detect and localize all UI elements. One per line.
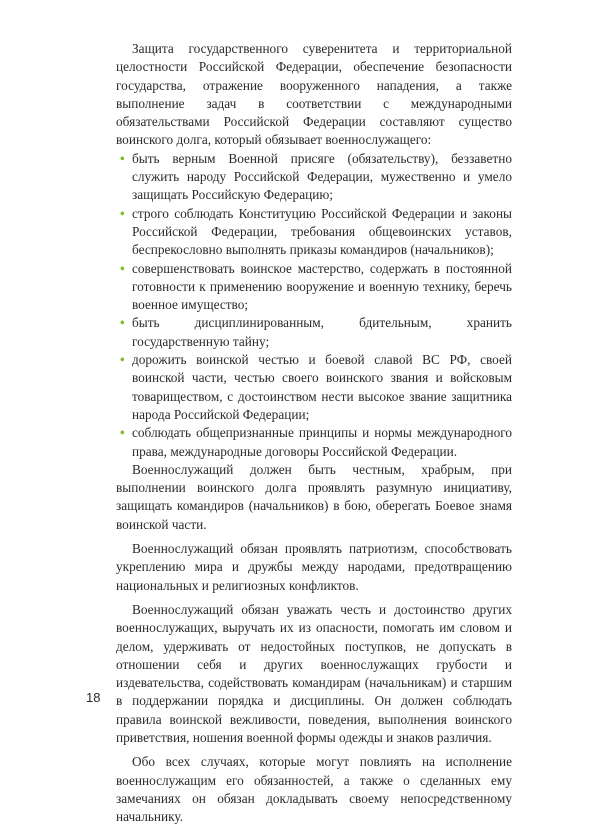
list-item: • дорожить воинской честью и боевой славой ВС РФ, своей воинской части, честью своего воинского звания и войсковым товариществом, с достоинством нести высокое звание защитника народа Российской Федерации; xyxy=(120,352,512,422)
bullet-icon: • xyxy=(120,352,125,368)
bullet-icon: • xyxy=(120,150,125,166)
bullet-icon: • xyxy=(120,205,125,221)
page-text xyxy=(116,40,512,832)
page-number: 18 xyxy=(86,690,101,705)
body-paragraph: Военнослужащий обязан уважать честь и достоинство других военнослужащих, выручать их из опасности, помогать им словом и делом, удерживать от недостойных поступков, не допускать в отношении себя и других военнослужащих грубости и издевательства, содействовать командирам (начальникам) и старшим в поддержании порядка и дисциплины. Он должен соблюдать правила воинской вежливости, поведения, выполнения воинского приветствия, ношения военной формы одежды и знаков различия. xyxy=(116,601,512,745)
list-item: • совершенствовать воинское мастерство, содержать в постоянной готовности к применению вооружение и военную технику, беречь военное имущество; xyxy=(120,260,512,313)
bullet-icon: • xyxy=(120,260,125,276)
intro-paragraph: Защита государственного суверенитета и территориальной целостности Российской Федерации, обеспечение безопасности государства, отражение вооруженного нападения, а также выполнение задач в соответствии с международными обязательствами Российской Федерации составляют существо воинского долга, который обязывает военнослужащего: xyxy=(116,41,512,148)
bullet-icon: • xyxy=(120,425,125,441)
body-paragraph: Военнослужащий должен быть честным, храбрым, при выполнении воинского долга проявлять разумную инициативу, защищать командиров (начальников) в бою, оберегать Боевое знамя воинской части. xyxy=(116,461,512,532)
list-item: • строго соблюдать Конституцию Российской Федерации и законы Российской Федерации, требования общевоинских уставов, беспрекословно выполнять приказы командиров (начальников); xyxy=(120,205,512,258)
body-paragraph: Обо всех случаях, которые могут повлиять на исполнение военнослужащим его обязанностей, а также о сделанных ему замечаниях он обязан докладывать своему непосредственному начальнику. xyxy=(116,754,512,825)
list-item: • быть верным Военной присяге (обязательству), беззаветно служить народу Российской Федерации, мужественно и умело защищать Российскую Федерацию; xyxy=(120,150,512,203)
body-paragraph: Военнослужащий обязан проявлять патриотизм, способствовать укреплению мира и дружбы между народами, предотвращению национальных и религиозных конфликтов. xyxy=(116,541,512,593)
duty-list xyxy=(116,150,512,461)
list-item: • соблюдать общепризнанные принципы и нормы международного права, международные договоры Российской Федерации. xyxy=(120,425,512,459)
bullet-icon: • xyxy=(120,315,125,331)
list-item: • быть дисциплинированным, бдительным, хранить государственную тайну; xyxy=(120,315,512,349)
